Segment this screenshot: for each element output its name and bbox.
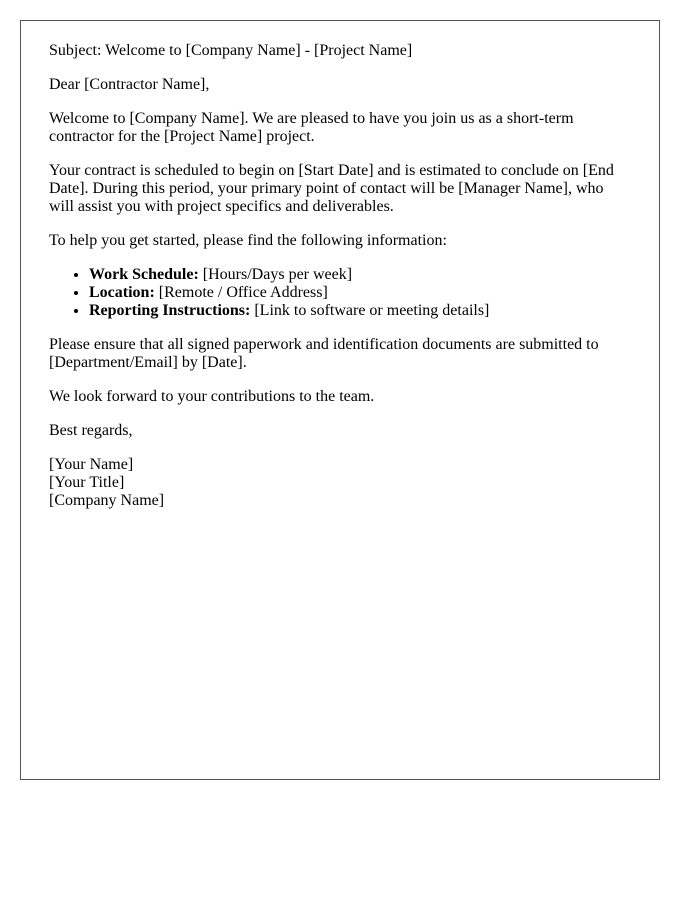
closing-paragraph: We look forward to your contributions to the team. (49, 388, 375, 405)
signature-title: [Your Title] (49, 474, 125, 491)
subject-line: Subject: Welcome to [Company Name] - [Project Name] (49, 42, 413, 59)
signature-name: [Your Name] (49, 456, 134, 473)
list-item-value: [Link to software or meeting details] (250, 302, 490, 319)
signature-block (49, 456, 631, 510)
welcome-paragraph: Welcome to [Company Name]. We are pleased to have you join us as a short-term contractor for the [Project Name] project. (49, 110, 574, 145)
list-item-value: [Remote / Office Address] (154, 284, 328, 301)
list-item (89, 266, 631, 284)
contract-paragraph: Your contract is scheduled to begin on [Start Date] and is estimated to conclude on [End Date]. During this period, your primary point of contact will be [Manager Name], who will assist you with project specifics and deliverables. (49, 162, 614, 215)
letter-document (20, 20, 660, 780)
list-item-label: Reporting Instructions: (89, 302, 251, 319)
paperwork-paragraph: Please ensure that all signed paperwork and identification documents are submitted to [Department/Email] by [Date]. (49, 336, 599, 371)
info-list (49, 266, 631, 320)
list-item-value: [Hours/Days per week] (198, 266, 353, 283)
info-intro-paragraph: To help you get started, please find the following information: (49, 232, 447, 249)
list-item-label: Work Schedule: (89, 266, 199, 283)
greeting: Dear [Contractor Name], (49, 76, 210, 93)
list-item (89, 302, 631, 320)
signature-company: [Company Name] (49, 492, 165, 509)
list-item (89, 284, 631, 302)
signoff: Best regards, (49, 422, 133, 439)
list-item-label: Location: (89, 284, 155, 301)
